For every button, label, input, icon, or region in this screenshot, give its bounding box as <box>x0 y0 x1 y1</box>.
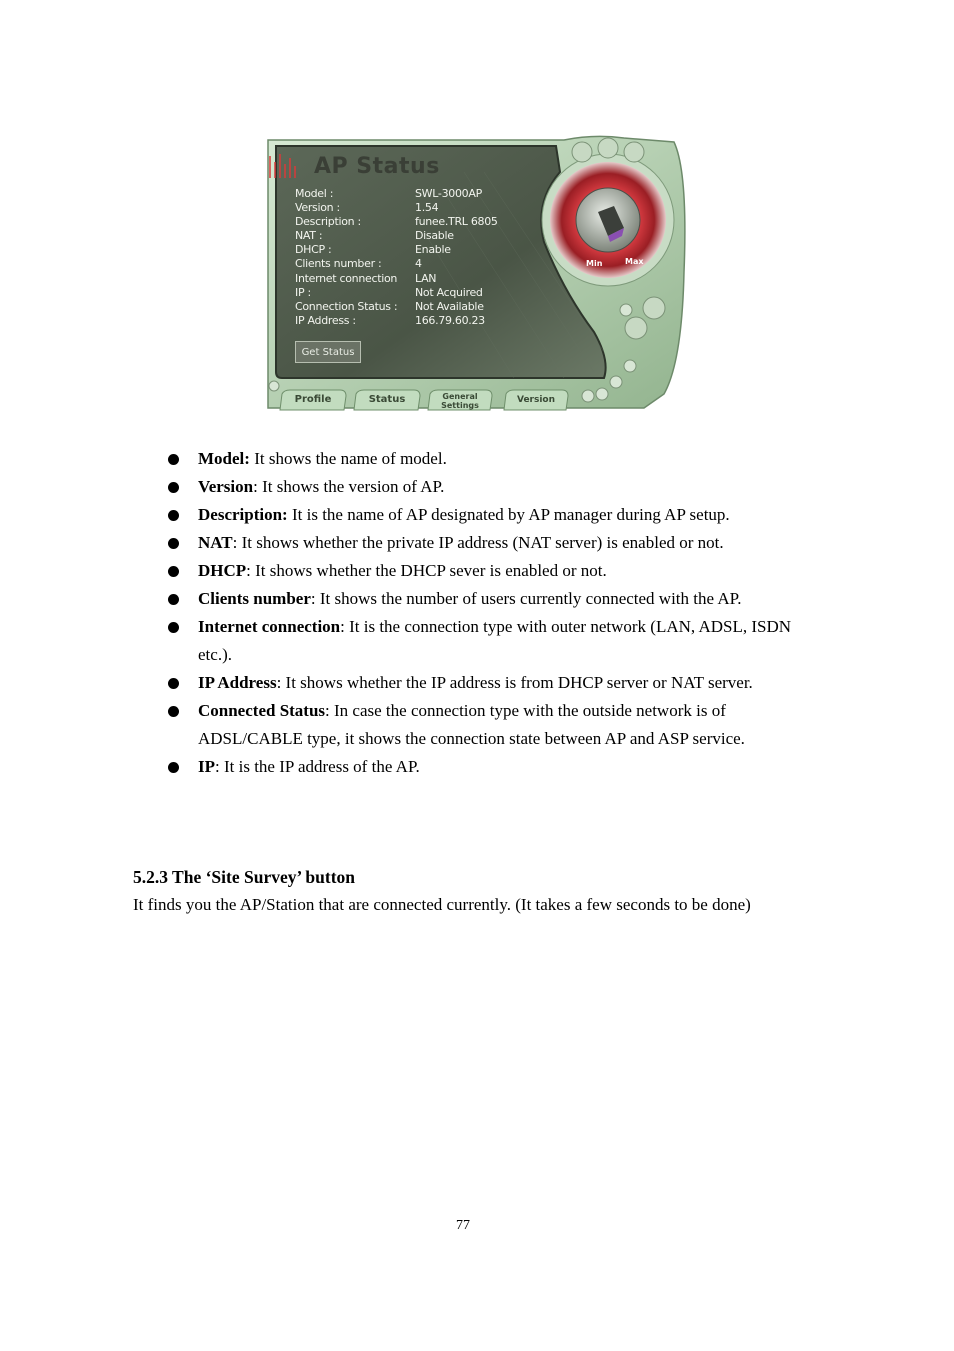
tab-profile[interactable]: Profile <box>294 394 332 405</box>
bullet-term: Clients number <box>198 589 311 608</box>
field-label: Model : <box>295 187 334 200</box>
list-item <box>166 585 826 613</box>
tab-general-line1: General <box>442 392 478 401</box>
get-status-button[interactable]: Get Status <box>295 341 361 363</box>
bullet-text: : It shows the version of AP. <box>253 477 445 496</box>
bullet-icon <box>168 594 179 605</box>
tab-general-settings[interactable] <box>430 390 490 410</box>
ap-status-title: AP Status <box>314 154 440 179</box>
list-item <box>166 557 826 585</box>
bullet-icon <box>168 622 179 633</box>
list-item <box>166 697 826 753</box>
bullet-icon <box>168 482 179 493</box>
field-value: funee.TRL 6805 <box>415 215 498 229</box>
bullet-term: DHCP <box>198 561 247 580</box>
field-label: Description : <box>295 215 361 229</box>
field-value: Not Acquired <box>415 285 483 299</box>
list-item <box>166 529 826 557</box>
bullet-term: Connected Status <box>198 701 326 720</box>
bullet-icon <box>168 762 179 773</box>
field-value: 4 <box>415 257 422 271</box>
list-item <box>166 501 826 529</box>
list-item <box>166 473 826 501</box>
field-label: Clients number : <box>295 257 382 271</box>
bullet-icon <box>168 678 179 689</box>
field-value: Not Available <box>415 299 484 313</box>
bullet-text: : It shows whether the DHCP sever is enabled or not. <box>246 561 607 580</box>
bullet-term: Description: <box>198 505 288 524</box>
list-item <box>166 445 826 473</box>
field-label: Internet connection <box>295 271 398 285</box>
field-value: Enable <box>415 243 451 257</box>
knob-min-label: Min <box>586 259 603 268</box>
section-heading: 5.2.3 The ‘Site Survey’ button <box>133 867 356 887</box>
bullet-term: Model: <box>198 449 250 468</box>
bullet-term: IP <box>198 757 215 776</box>
bullet-term: NAT <box>198 533 233 552</box>
field-label: IP Address : <box>295 313 356 327</box>
tab-version[interactable]: Version <box>516 395 556 405</box>
bullet-icon <box>168 566 179 577</box>
bullet-term: Internet connection <box>198 617 341 636</box>
field-values <box>415 187 498 328</box>
field-labels <box>295 187 397 328</box>
bullet-text: : It is the IP address of the AP. <box>215 757 420 776</box>
list-item <box>166 669 826 697</box>
bullet-text: : It shows the number of users currently connected with the AP. <box>310 589 742 608</box>
bullet-icon <box>168 454 179 465</box>
ap-status-screenshot <box>264 132 690 412</box>
page-number: 77 <box>456 1218 470 1233</box>
field-label: DHCP : <box>295 243 332 257</box>
bullet-text: : It is the connection type with outer network (LAN, ADSL, ISDN etc.). <box>198 617 792 664</box>
tab-status[interactable]: Status <box>368 394 406 405</box>
field-label: IP : <box>295 285 311 299</box>
bullet-text: : In case the connection type with the outside network is of ADSL/CABLE type, it shows the connection state between AP and ASP service. <box>198 701 745 748</box>
bullet-term: Version <box>198 477 254 496</box>
knob-max-label: Max <box>625 257 644 266</box>
bullet-icon <box>168 706 179 717</box>
field-value: LAN <box>415 271 437 285</box>
field-value: 1.54 <box>415 201 439 215</box>
tab-general-line2: Settings <box>441 401 479 410</box>
field-label: Connection Status : <box>295 299 398 313</box>
field-label: NAT : <box>295 229 323 243</box>
bullet-icon <box>168 538 179 549</box>
bullet-term: IP Address <box>198 673 277 692</box>
bullet-text: : It shows whether the private IP address (NAT server) is enabled or not. <box>232 533 724 552</box>
list-item <box>166 753 826 781</box>
bullet-text: It is the name of AP designated by AP manager during AP setup. <box>287 505 730 524</box>
field-value: SWL-3000AP <box>415 187 482 200</box>
list-item <box>166 613 826 669</box>
bullet-text: : It shows whether the IP address is from DHCP server or NAT server. <box>276 673 753 692</box>
field-description-list <box>166 445 826 781</box>
field-value: 166.79.60.23 <box>415 313 485 327</box>
field-value: Disable <box>415 229 454 243</box>
bullet-text: It shows the name of model. <box>249 449 447 468</box>
section-paragraph: It finds you the AP/Station that are connected currently. (It takes a few seconds to be done) <box>133 895 751 914</box>
bullet-icon <box>168 510 179 521</box>
field-label: Version : <box>295 201 340 215</box>
